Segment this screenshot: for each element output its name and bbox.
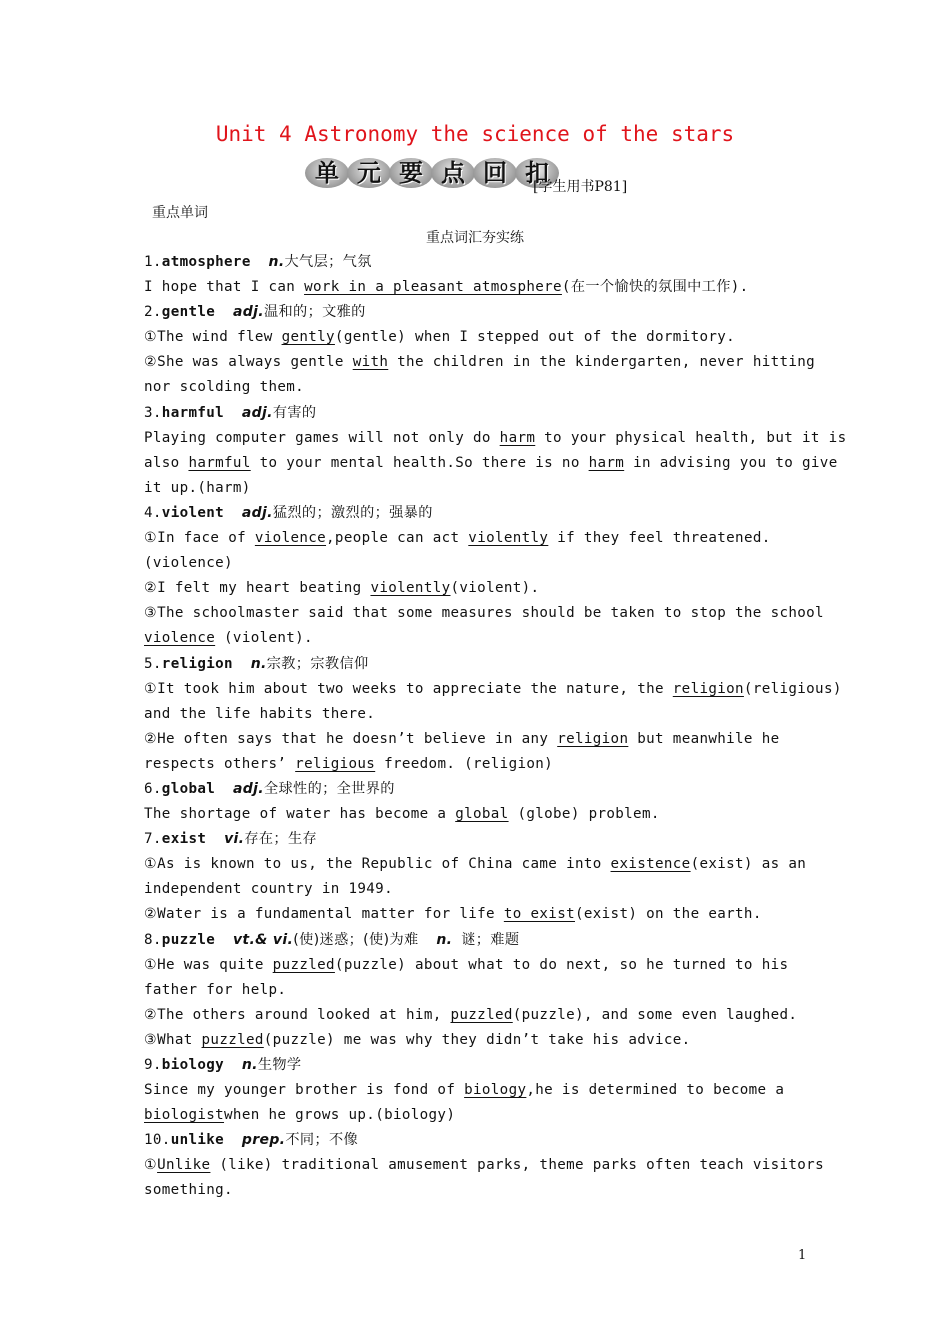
example-sentence-line: [144, 953, 809, 978]
answer-blank: religion: [557, 730, 629, 747]
answer-blank: existence: [610, 856, 691, 873]
sentence-text: to your mental health.So there is no: [250, 454, 589, 471]
meaning: 猛烈的；激烈的；强暴的: [272, 504, 433, 521]
answer-blank: biologist: [144, 1107, 225, 1124]
sentence-text: ②I felt my heart beating: [144, 580, 371, 597]
example-sentence-line: [144, 1103, 809, 1128]
sentence-text: and the life habits there.: [144, 705, 376, 722]
answer-blank: harm: [588, 454, 625, 471]
part-of-speech: vt.& vi.: [232, 931, 294, 948]
sentence-text: ③What: [144, 1031, 202, 1048]
vocab-entry-heading: [144, 827, 809, 852]
meaning: 全球性的；全世界的: [263, 780, 395, 797]
example-sentence-line: [144, 451, 838, 476]
entry-number: 7.: [144, 831, 162, 848]
answer-blank: biology: [464, 1082, 527, 1099]
sentence-text: (puzzle), and some even laughed.: [512, 1006, 798, 1023]
headword: atmosphere: [161, 254, 251, 270]
example-sentence-line: [144, 677, 842, 702]
sentence-text: ①The wind flew: [144, 329, 282, 346]
part-of-speech: n.: [268, 254, 285, 270]
sentence-text: it up.(harm): [144, 479, 251, 496]
document-title: Unit 4 Astronomy the science of the stars: [215, 122, 735, 146]
vocab-entry-heading: [144, 928, 809, 953]
sentence-text: ①: [144, 1157, 158, 1174]
headword: biology: [161, 1057, 225, 1073]
example-sentence-line: [144, 702, 809, 727]
sentence-text: (exist) on the earth.: [574, 906, 762, 923]
sentence-text: (exist) as an: [690, 856, 807, 873]
entry-number: 6.: [144, 780, 162, 797]
headword: unlike: [170, 1132, 225, 1149]
part-of-speech: n.: [241, 1057, 258, 1073]
vocab-entry-heading: [144, 300, 809, 325]
vocab-entry-heading: [144, 401, 809, 426]
part-of-speech: adj.: [241, 404, 273, 421]
example-sentence-line: [144, 802, 809, 827]
example-sentence-line: [144, 1028, 809, 1053]
sentence-text: (puzzle) me was why they didn’t take his advice.: [263, 1031, 691, 1048]
banner-glyph: 点: [431, 158, 475, 188]
headword: harmful: [161, 404, 225, 421]
vocab-entry-heading: [144, 1053, 809, 1078]
sentence-text: ①In face of: [144, 530, 255, 547]
headword: exist: [161, 831, 207, 848]
example-sentence-line: [144, 601, 824, 626]
example-sentence-line: [144, 626, 809, 651]
sentence-text: Playing computer games will not only do: [144, 429, 500, 446]
answer-blank: to exist: [503, 906, 575, 923]
meaning: 宗教；宗教信仰: [266, 655, 369, 672]
answer-blank: harmful: [188, 454, 251, 471]
banner-glyph: 要: [389, 158, 433, 188]
sentence-text: Since my younger brother is fond of: [144, 1082, 465, 1099]
meaning: 存在；生存: [244, 831, 318, 848]
entry-number: 4.: [144, 504, 162, 521]
banner-glyph: 扣: [515, 158, 559, 188]
example-sentence-line: [144, 902, 809, 927]
answer-blank: religious: [295, 755, 376, 772]
example-sentence-line: [144, 978, 809, 1003]
sentence-text: respects others’: [144, 755, 296, 772]
example-sentence-line: [144, 551, 809, 576]
answer-blank: violence: [144, 630, 216, 647]
headword: global: [161, 780, 216, 797]
sentence-text: in advising you to give: [624, 454, 838, 471]
sentence-text: (violent).: [215, 630, 313, 647]
vocab-entry-heading: [144, 250, 809, 275]
example-sentence-line: [144, 576, 809, 601]
vocab-entry-heading: [144, 777, 809, 802]
sentence-text: father for help.: [144, 981, 287, 998]
example-sentence-line: [144, 375, 809, 400]
answer-blank: violently: [370, 580, 451, 597]
sentence-text: ②The others around looked at him,: [144, 1006, 451, 1023]
sentence-text: I hope that I can: [144, 279, 305, 296]
example-sentence-line: [144, 752, 809, 777]
sentence-text: freedom. (religion): [375, 755, 554, 772]
entry-number: 5.: [144, 655, 162, 672]
part-of-speech: n.: [250, 655, 267, 672]
banner-glyph: 回: [473, 158, 517, 188]
sentence-text: ①It took him about two weeks to appreciate the nature, the: [144, 680, 673, 697]
banner-glyph: 单: [305, 158, 349, 188]
sentence-text: ①As is known to us, the Republic of China came into: [144, 856, 611, 873]
part-of-speech: adj.: [232, 304, 264, 321]
sentence-text: ②Water is a fundamental matter for life: [144, 906, 504, 923]
meaning: 谜；难题: [461, 931, 520, 948]
answer-blank: harm: [499, 429, 536, 446]
sentence-text: to your physical health, but it is: [535, 429, 847, 446]
sentence-text: (gentle) when I stepped out of the dormitory.: [334, 329, 736, 346]
entry-number: 3.: [144, 404, 162, 421]
entry-number: 8.: [144, 931, 162, 948]
sentence-text: but meanwhile he: [628, 730, 780, 747]
sentence-text: (puzzle) about what to do next, so he turned to his: [334, 956, 789, 973]
example-sentence-line: [144, 727, 809, 752]
sentence-text: ①He was quite: [144, 956, 273, 973]
example-sentence-line: [144, 1153, 824, 1178]
example-sentence-line: [144, 350, 816, 375]
sentence-text: (like) traditional amusement parks, theme parks often teach visitors: [210, 1157, 824, 1174]
entry-number: 10.: [144, 1132, 171, 1149]
example-sentence-line: [144, 1178, 809, 1203]
example-sentence-line: [144, 1078, 809, 1103]
example-sentence-line: [144, 526, 809, 551]
sentence-text: The shortage of water has become a: [144, 806, 456, 823]
headword: violent: [161, 504, 225, 521]
answer-blank: Unlike: [157, 1157, 211, 1174]
answer-blank: work in a pleasant atmosphere: [304, 279, 562, 296]
sentence-text: when he grows up.(biology): [224, 1107, 456, 1124]
sentence-text: also: [144, 454, 189, 471]
vocab-entry-heading: [144, 1128, 809, 1153]
example-sentence-line: [144, 426, 847, 451]
section-label: 重点单词: [152, 205, 208, 221]
book-page-reference: [学生用书P81]: [533, 179, 628, 195]
entry-number: 2.: [144, 304, 162, 321]
sentence-text: ②She was always gentle: [144, 354, 353, 371]
unit-review-banner: [305, 154, 557, 192]
example-sentence-line: [144, 275, 809, 300]
part-of-speech: prep.: [241, 1132, 286, 1149]
answer-blank: gently: [281, 329, 335, 346]
sentence-text: ③The schoolmaster said that some measures should be taken to stop the school: [144, 605, 824, 622]
answer-blank: puzzled: [450, 1006, 513, 1023]
part-of-speech: adj.: [232, 780, 264, 797]
sentence-text: ,he is determined to become a: [526, 1082, 785, 1099]
meaning: 生物学: [257, 1057, 302, 1073]
meaning: 大气层；气氛: [284, 254, 372, 270]
meaning: 不同；不像: [285, 1132, 359, 1149]
headword: gentle: [161, 304, 216, 321]
vocab-entry-heading: [144, 652, 809, 677]
meaning: 温和的；文雅的: [263, 304, 366, 321]
answer-blank: puzzled: [201, 1031, 264, 1048]
example-sentence-line: [144, 476, 809, 501]
answer-blank: violently: [468, 530, 549, 547]
sentence-text: (violence): [144, 555, 233, 572]
example-sentence-line: [144, 1003, 809, 1028]
sentence-text: ②He often says that he doesn’t believe in any: [144, 730, 558, 747]
sentence-text: (在一个愉快的氛围中工作).: [561, 279, 749, 296]
sentence-text: (violent).: [450, 580, 540, 597]
entry-number: 1.: [144, 254, 162, 270]
sentence-text: if they feel threatened.: [548, 530, 771, 547]
sentence-text: (globe) problem.: [508, 806, 660, 823]
vocabulary-list: [144, 250, 847, 1204]
part-of-speech: n.: [436, 931, 453, 948]
headword: religion: [161, 655, 233, 672]
page-number: 1: [798, 1248, 807, 1263]
sentence-text: (religious): [743, 680, 842, 697]
entry-number: 9.: [144, 1057, 162, 1073]
answer-blank: global: [455, 806, 509, 823]
example-sentence-line: [144, 877, 809, 902]
headword: puzzle: [161, 931, 216, 948]
answer-blank: religion: [672, 680, 744, 697]
answer-blank: violence: [254, 530, 327, 547]
vocab-entry-heading: [144, 501, 809, 526]
answer-blank: puzzled: [272, 956, 335, 973]
meaning: (使)迷惑；(使)为难: [293, 931, 419, 948]
banner-glyph: 元: [347, 158, 391, 188]
sentence-text: something.: [144, 1182, 233, 1199]
answer-blank: with: [352, 354, 389, 371]
part-of-speech: adj.: [241, 504, 273, 521]
sentence-text: independent country in 1949.: [144, 881, 393, 898]
sentence-text: ,people can act: [326, 530, 469, 547]
sentence-text: the children in the kindergarten, never hitting: [388, 354, 816, 371]
part-of-speech: vi.: [224, 831, 245, 848]
sentence-text: nor scolding them.: [144, 379, 305, 396]
exercise-subheading: 重点词汇夯实练: [426, 230, 524, 246]
meaning: 有害的: [272, 404, 317, 421]
example-sentence-line: [144, 852, 809, 877]
example-sentence-line: [144, 325, 809, 350]
